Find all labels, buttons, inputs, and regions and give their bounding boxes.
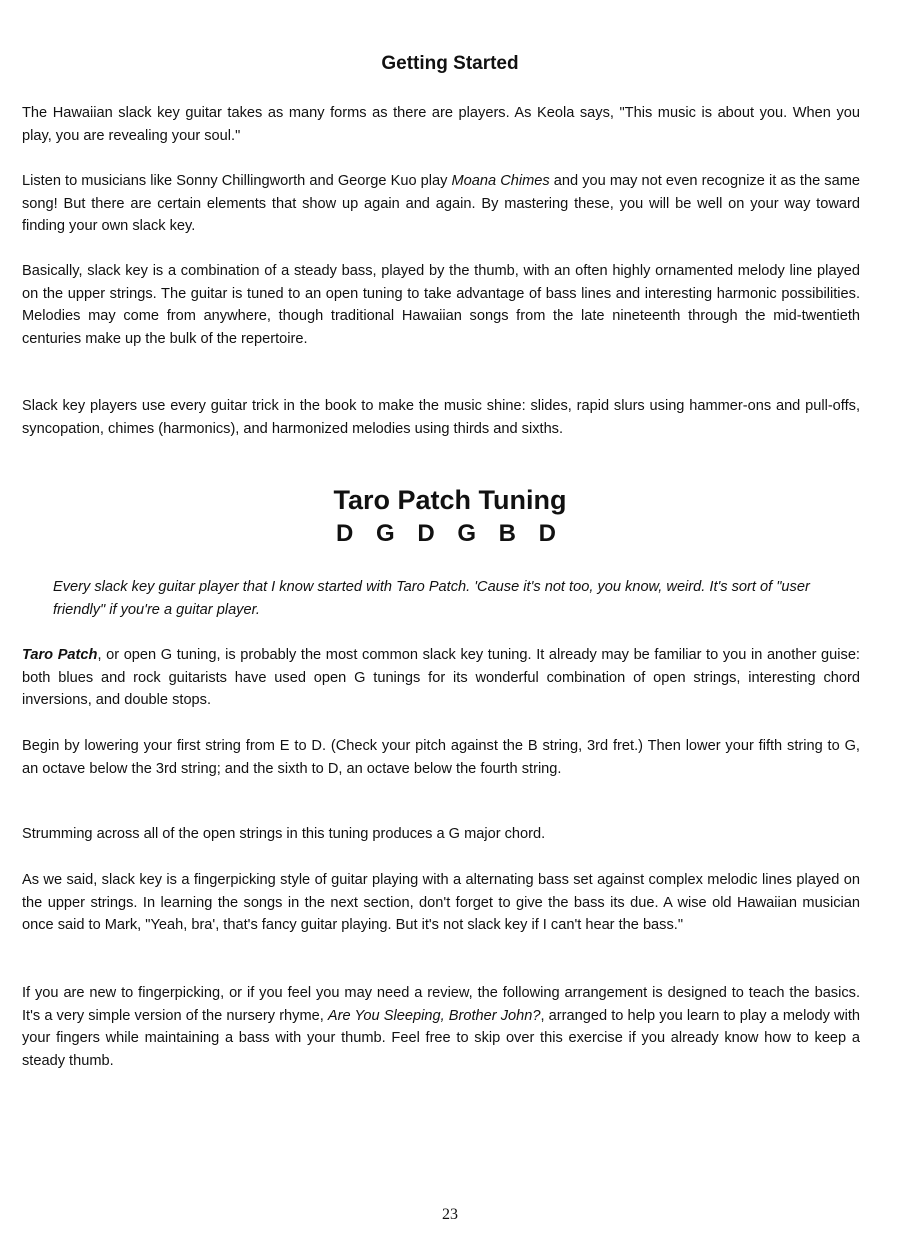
page-number: 23 — [442, 1206, 458, 1223]
section-heading-getting-started: Getting Started — [381, 53, 519, 74]
paragraph-text: , arranged to help you learn to play a melody with your fingers while maintaining a bass with your thumb. Feel free to skip over this exercise if you already know how to keep a steady thumb. — [22, 1007, 860, 1069]
paragraph-tuning-steps: Begin by lowering your first string from E to D. (Check your pitch against the B string, 3rd fret.) Then lower your fifth string to G, an octave below the 3rd string; and the sixth to D, an octave below the fourth string. — [22, 738, 860, 777]
tuning-notes: D G D G B D — [335, 520, 564, 547]
paragraph-strumming: Strumming across all of the open strings in this tuning produces a G major chord. — [22, 826, 546, 842]
quote: Every slack key guitar player that I know started with Taro Patch. 'Cause it's not too, you know, weird. It's sort of "user friendly" if you're a guitar player. — [53, 579, 810, 618]
paragraph-tricks: Slack key players use every guitar trick in the book to make the music shine: slides, rapid slurs using hammer-ons and pull-offs, syncopation, chimes (harmonics), and harmonized melodies using thirds and sixths. — [22, 398, 860, 437]
song-title: Are You Sleeping, Brother John? — [327, 1007, 541, 1024]
paragraph-intro: The Hawaiian slack key guitar takes as many forms as there are players. As Keola says, "This music is about you. When you play, you are revealing your soul." — [22, 105, 860, 144]
paragraph-text: If you are new to fingerpicking, or if you feel you may need a review, the following arrangement is designed to teach the basics. It's a very simple version of the nursery rhyme, — [22, 985, 860, 1024]
song-title: Moana Chimes — [451, 173, 550, 189]
paragraph-text: , or open G tuning, is probably the most common slack key tuning. It already may be familiar to you in another guise: both blues and rock guitarists have used open G tunings for its wonderful combination of open strings, interesting chord inversions, and double stops. — [22, 647, 860, 708]
paragraph-bass: As we said, slack key is a fingerpicking style of guitar playing with a alternating bass set against complex melodic lines played on the upper strings. In learning the songs in the next section, don't forget to give the bass its due. A wise old Hawaiian musician once said to Mark, "Yeah, bra', that's fancy guitar playing. But it's not slack key if I can't hear the bass." — [22, 872, 860, 933]
term-taro-patch: Taro Patch — [22, 647, 98, 663]
paragraph-taro-patch — [22, 644, 860, 712]
paragraph-text: and you may not even recognize it as the same song! But there are certain elements that show up again and again. By mastering these, you will be well on your way toward finding your own slack key. — [22, 173, 860, 234]
paragraph-fingerpicking — [22, 982, 860, 1072]
paragraph-basics: Basically, slack key is a combination of a steady bass, played by the thumb, with an often highly ornamented melody line played on the upper strings. The guitar is tuned to an open tuning to take advantage of bass lines and interesting harmonic possibilities. Melodies may come from anywhere, though traditional Hawaiian songs from the late nineteenth through the mid-twentieth centuries make up the bulk of the repertoire. — [22, 263, 860, 347]
paragraph-listen — [22, 170, 860, 238]
tuning-title: Taro Patch Tuning — [333, 485, 567, 515]
paragraph-text: Listen to musicians like Sonny Chillingworth and George Kuo play — [22, 173, 452, 189]
